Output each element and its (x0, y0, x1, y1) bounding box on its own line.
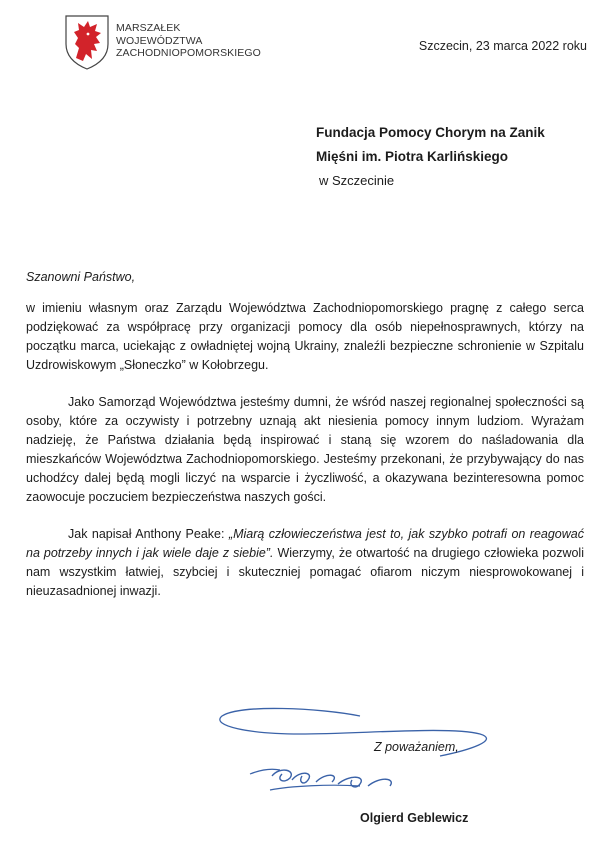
signer-name: Olgierd Geblewicz (360, 811, 469, 825)
quote: „Miarą człowieczeństwa jest to, jak szybko potrafi on reagować na potrzeby innych i jak wiele daje z siebie”. (26, 527, 584, 560)
paragraph: w imieniu własnym oraz Zarządu Województwa Zachodniopomorskiego pragnę z całego serca podziękować za współpracę przy organizacji pomocy dla osób niepełnosprawnych, którzy na początku marca, uciekając z owładniętej wojną Ukrainy, znaleźli bezpieczne schronienie w Szpitalu Uzdrowiskowym „Słoneczko” w Kołobrzegu. (26, 301, 584, 372)
letter-date: Szczecin, 23 marca 2022 roku (418, 39, 587, 53)
recipient-line: Mięśni im. Piotra Karlińskiego (316, 149, 509, 164)
griffin-crest-icon (64, 14, 110, 70)
paragraph-text: Wierzymy, że otwartość na drugiego człowieka pozwoli nam wszystkim łatwiej, szybciej i skuteczniej pomagać ofiarom niczym niesprowokowanej i nieuzasadnionej inwazji. (26, 546, 584, 598)
recipient-line: Fundacja Pomocy Chorym na Zanik (316, 125, 545, 140)
greeting: Szanowni Państwo, (26, 270, 136, 284)
org-line: WOJEWÓDZTWA (116, 34, 203, 47)
recipient-block (316, 121, 545, 193)
paragraph: Jako Samorząd Województwa jesteśmy dumni, że wśród naszej regionalnej społeczności są osoby, które za oczywisty i potrzebny uznają akt niesienia pomocy innym ludziom. Wyrażam nadzieję, że Państwa działania będą inspirować i staną się wzorem do naśladowania dla mieszkańców Województwa Zachodniopomorskiego. Jesteśmy przekonani, że przybywający do nas uchodźcy dalej będą mogli liczyć na wsparcie i życzliwość, a okazywana bezinteresowna pomoc zaowocuje poczuciem bezpieczeństwa naszych gości. (26, 395, 584, 504)
org-line: ZACHODNIOPOMORSKIEGO (116, 47, 261, 59)
org-line: MARSZAŁEK (116, 22, 181, 34)
recipient-city: w Szczecinie (319, 173, 395, 188)
handwritten-signature (210, 704, 510, 804)
closing: Z poważaniem, (374, 740, 459, 754)
paragraph (26, 525, 584, 601)
org-name (116, 22, 261, 60)
letter-body (26, 299, 584, 619)
quote-intro: Jak napisał Anthony Peake: (68, 527, 229, 541)
